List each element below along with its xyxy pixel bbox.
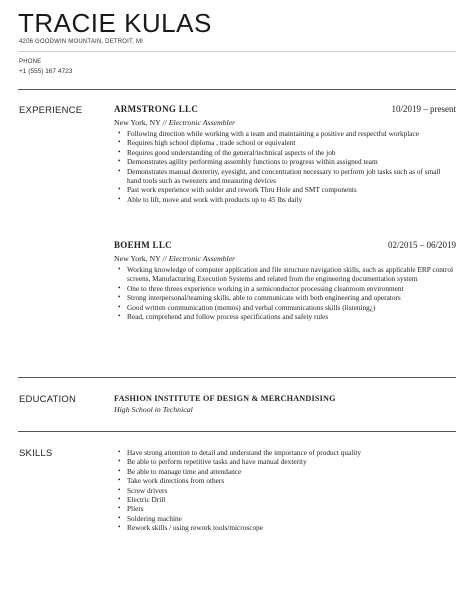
list-item: • One to three threes experience working in a semiconductor processing cleanroom environment xyxy=(114,284,456,293)
company-name: ARMSTRONG LLC xyxy=(114,104,199,114)
experience-section-title: EXPERIENCE xyxy=(19,105,83,116)
list-item: • Good written communication (memos) and verbal communications skills (listening¿) xyxy=(114,303,456,312)
skills-divider xyxy=(18,431,456,432)
skills-entry xyxy=(114,447,456,533)
list-item: • Rework skills / using rework tools/microscope xyxy=(114,523,456,532)
header-divider xyxy=(18,51,456,52)
phone-label: PHONE xyxy=(19,59,42,65)
list-item: • Following direction while working with a team and maintaining a positive and respectful workplace xyxy=(114,129,456,138)
phone-number: +1 (555) 167 4723 xyxy=(19,68,73,75)
education-divider xyxy=(18,377,456,378)
skills-list xyxy=(114,448,456,533)
list-item: • Demonstrates manual dexterity, eyesight, and concentration necessary to perform job tasks such as of small hand tools such as tweezers and measuring devices xyxy=(114,167,456,186)
list-item: • Demonstrates agility performing assembly functions to progress within assigned team xyxy=(114,157,456,166)
job-duties-list xyxy=(114,129,456,204)
job-location: New York, NY xyxy=(114,254,161,263)
list-item: • Soldering machine xyxy=(114,514,456,523)
list-item: • Working knowledge of computer application and file structure navigation skills, such as applicable ERP control screens, Manufacturing Execution Systems and related from the engineering documentation system xyxy=(114,265,456,284)
skills-section-title: SKILLS xyxy=(19,448,53,459)
job-duties-list xyxy=(114,265,456,321)
separator: // xyxy=(160,118,169,127)
job-entry xyxy=(114,104,456,204)
job-role: Electronic Assembler xyxy=(168,254,236,263)
education-section-title: EDUCATION xyxy=(19,394,77,405)
list-item: • Past work experience with solder and rework Thru Hole and SMT components xyxy=(114,185,456,194)
job-location: New York, NY xyxy=(114,118,161,127)
job-dates: 02/2015 – 06/2019 xyxy=(387,240,456,250)
list-item: • Be able to perform repetitive tasks and have manual dexterity xyxy=(114,457,456,466)
list-item: • Be able to manage time and attendance xyxy=(114,467,456,476)
address: 4206 GOODWIN MOUNTAIN, DETROIT, MI xyxy=(19,39,144,45)
job-header xyxy=(114,104,456,117)
list-item: • Able to lift, move and work with products up to 45 lbs daily xyxy=(114,195,456,204)
separator: // xyxy=(160,254,169,263)
list-item: • Electric Drill xyxy=(114,495,456,504)
list-item: • Pliers xyxy=(114,504,456,513)
list-item: • Requires high school diploma , trade school or equivalent xyxy=(114,138,456,147)
job-location-role xyxy=(114,253,456,264)
education-entry xyxy=(114,393,456,415)
job-location-role xyxy=(114,117,456,128)
list-item: • Have strong attention to detail and understand the importance of product quality xyxy=(114,448,456,457)
resume-name: TRACIE KULAS xyxy=(18,8,212,38)
experience-divider xyxy=(18,89,456,90)
list-item: • Requires good understanding of the general/technical aspects of the job xyxy=(114,148,456,157)
company-name: BOEHM LLC xyxy=(114,240,172,250)
job-header xyxy=(114,240,456,253)
school-name: FASHION INSTITUTE OF DESIGN & MERCHANDISING xyxy=(114,394,336,403)
list-item: • Strong interpersonal/teaming skills, able to communicate with both engineering and operators xyxy=(114,293,456,302)
list-item: • Take work directions from others xyxy=(114,476,456,485)
job-entry xyxy=(114,240,456,321)
list-item: • Read, comprehend and follow process specifications and safety rules xyxy=(114,312,456,321)
list-item: • Screw drivers xyxy=(114,486,456,495)
job-dates: 10/2019 – present xyxy=(391,104,456,114)
degree: High School in Technical xyxy=(114,405,193,414)
job-role: Electronic Assembler xyxy=(168,118,236,127)
